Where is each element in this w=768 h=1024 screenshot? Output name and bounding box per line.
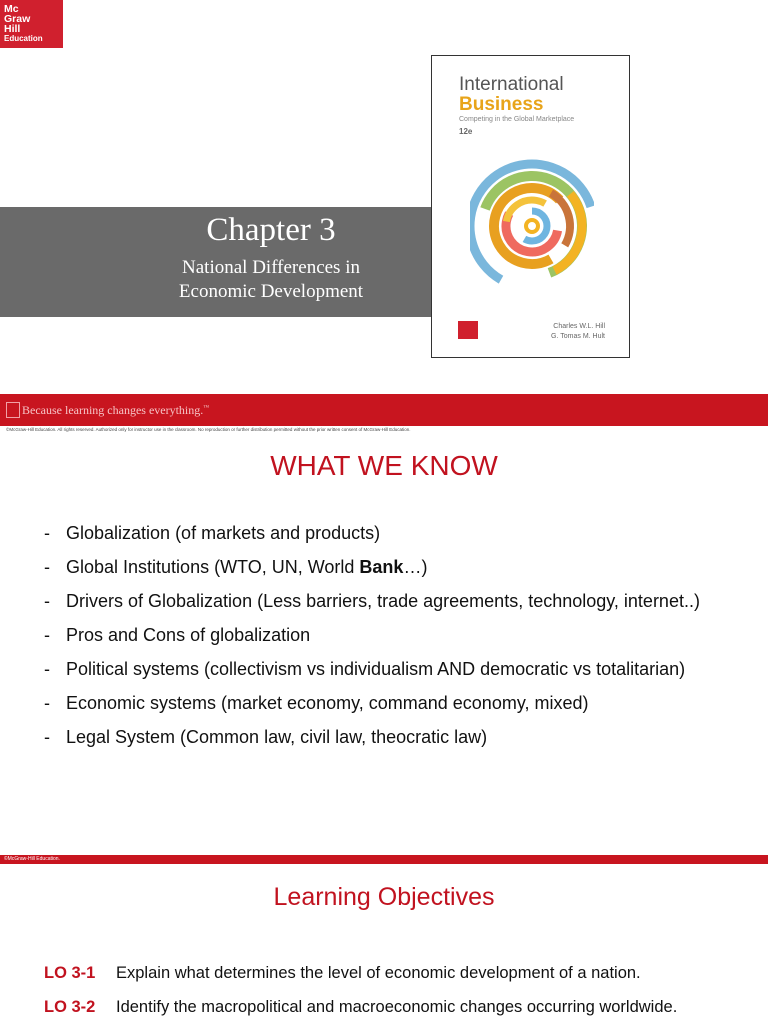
copyright-notice: ©McGraw-Hill Education. All rights reserved. Authorized only for instructor use in the classroom. No reproduction or further distribution permitted without the prior written consent of McGraw-Hill Education. bbox=[6, 427, 411, 432]
chapter-title: Chapter 3 bbox=[206, 212, 336, 248]
list-item bbox=[44, 692, 724, 715]
list-item-text: Drivers of Globalization (Less barriers, trade agreements, technology, internet..) bbox=[66, 591, 700, 611]
list-item-text: Pros and Cons of globalization bbox=[66, 625, 311, 645]
objective-text: Explain what determines the level of economic development of a nation. bbox=[116, 964, 641, 982]
dash-bullet: - bbox=[44, 591, 50, 611]
slide-footer-bar bbox=[0, 855, 768, 864]
cover-publisher-logo bbox=[458, 321, 478, 339]
list-item-text-tail: …) bbox=[403, 557, 428, 577]
list-item-text: Political systems (collectivism vs individualism AND democratic vs totalitarian) bbox=[66, 659, 686, 679]
list-item bbox=[44, 522, 724, 545]
logo-line: Graw bbox=[4, 13, 31, 25]
book-subtitle: Competing in the Global Marketplace bbox=[459, 116, 575, 123]
objective-code: LO 3-2 bbox=[44, 998, 96, 1016]
tagline-box-icon bbox=[6, 402, 20, 418]
trademark-mark: ™ bbox=[203, 405, 210, 411]
objective-code: LO 3-1 bbox=[44, 964, 96, 982]
list-item bbox=[44, 726, 724, 749]
cover-circles-art bbox=[470, 151, 594, 301]
tagline bbox=[22, 403, 209, 418]
dash-bullet: - bbox=[44, 693, 50, 713]
book-author-2: G. Tomas M. Hult bbox=[551, 333, 605, 340]
chapter-subtitle-line2: Economic Development bbox=[178, 281, 364, 302]
list-item-text: Global Institutions (WTO, UN, World bbox=[66, 557, 360, 577]
dash-bullet: - bbox=[44, 727, 50, 747]
book-title-line2: Business bbox=[459, 94, 544, 115]
knowledge-list bbox=[44, 522, 724, 760]
chapter-subtitle-line1: National Differences in bbox=[182, 257, 360, 278]
objective-text: Identify the macropolitical and macroeconomic changes occurring worldwide. bbox=[116, 998, 678, 1016]
list-item-text: Economic systems (market economy, command economy, mixed) bbox=[66, 693, 589, 713]
learning-objective bbox=[44, 997, 764, 1017]
dash-bullet: - bbox=[44, 523, 50, 543]
book-cover bbox=[431, 55, 630, 358]
list-item-bold-text: Bank bbox=[359, 557, 404, 577]
logo-line: Education bbox=[4, 34, 43, 43]
list-item bbox=[44, 658, 724, 681]
slide-title-what-we-know: WHAT WE KNOW bbox=[270, 450, 498, 481]
tagline-text: Because learning changes everything. bbox=[22, 403, 204, 417]
title-slide bbox=[0, 0, 768, 440]
list-item-text: Globalization (of markets and products) bbox=[66, 523, 381, 543]
list-item bbox=[44, 590, 724, 613]
book-title-line1: International bbox=[459, 74, 564, 95]
mcgraw-hill-logo bbox=[0, 0, 63, 48]
logo-line: Hill bbox=[4, 23, 21, 35]
dash-bullet: - bbox=[44, 659, 50, 679]
footer-copyright: ©McGraw-Hill Education. bbox=[4, 856, 60, 862]
slide-title-learning-objectives: Learning Objectives bbox=[273, 883, 495, 911]
list-item bbox=[44, 556, 724, 579]
list-item-text: Legal System (Common law, civil law, theocratic law) bbox=[66, 727, 488, 747]
dash-bullet: - bbox=[44, 625, 50, 645]
book-edition: 12e bbox=[459, 127, 473, 136]
dash-bullet: - bbox=[44, 557, 50, 577]
learning-objective bbox=[44, 963, 764, 983]
list-item bbox=[44, 624, 724, 647]
logo-line: Mc bbox=[4, 3, 19, 15]
book-author-1: Charles W.L. Hill bbox=[553, 323, 605, 330]
